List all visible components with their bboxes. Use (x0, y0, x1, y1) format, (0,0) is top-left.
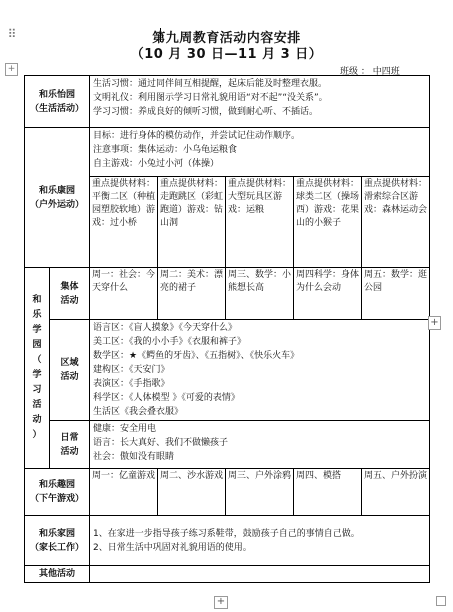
group-activity-label (50, 268, 90, 320)
family-heading (25, 516, 90, 566)
life-line: 学习习惯：养成良好的倾听习惯，做到耐心听、不插话。 (93, 107, 319, 117)
outdoor-goals[interactable] (90, 128, 430, 177)
group-day-cell[interactable]: 周一：社会：今天穿什么 (90, 268, 158, 320)
family-heading-line2: （家长工作） (30, 542, 85, 553)
area-line: 美工区：《我的小小手》《衣服和裤子》 (93, 337, 247, 347)
class-label: 班级 ： 中四班 (340, 67, 400, 77)
life-heading-line2: （生活活动） (30, 103, 85, 114)
study-heading-char: 学 (32, 325, 42, 335)
afternoon-day-cell[interactable]: 周四、模搭 (294, 469, 362, 516)
row-life (25, 76, 430, 128)
area-line: 表演区：《手指歌》 (93, 379, 170, 389)
study-heading-char: 习 (32, 385, 42, 395)
outdoor-line: 目标：进行身体的模仿动作，并尝试记住动作顺序。 (93, 131, 301, 141)
add-column-icon[interactable]: + (428, 316, 441, 330)
afternoon-day-cell[interactable]: 周二、沙水游戏 (158, 469, 226, 516)
afternoon-heading-line1: 和乐趣园 (39, 480, 76, 490)
daily-line: 语言：长大真好、我们不做懒孩子 (93, 438, 229, 448)
life-content[interactable] (90, 76, 430, 128)
outdoor-line: 注意事项：集体运动：小乌龟运粮食 (93, 145, 238, 155)
study-heading-char: ） (32, 430, 42, 440)
table-resize-handle[interactable] (436, 596, 446, 606)
study-heading-char: 和 (32, 295, 42, 305)
daily-line: 健康：安全用电 (93, 424, 157, 434)
study-heading-char: 园 (32, 340, 42, 350)
study-heading-char: 学 (32, 370, 42, 380)
table-move-anchor-icon[interactable]: + (5, 63, 18, 76)
outdoor-area-cell[interactable]: 重点提供材料：走跑跳区（彩虹跑道）游戏：钻山洞 (158, 177, 226, 268)
area-line: 生活区《我会叠衣服》 (93, 407, 184, 417)
outdoor-area-cell[interactable]: 重点提供材料：大型玩具区游戏：运粮 (226, 177, 294, 268)
outdoor-heading-line1: 和乐康园 (39, 185, 76, 196)
afternoon-heading-line2: （下午游戏） (30, 494, 85, 504)
life-heading (25, 76, 90, 128)
date-range-title: （10 月 30 日—11 月 3 日） (130, 47, 323, 62)
other-content[interactable] (90, 566, 430, 583)
daily-label-line1: 日常 (60, 432, 79, 443)
family-line: 1、在家进一步指导孩子练习系鞋带，鼓励孩子自己的事情自己做。 (93, 528, 360, 539)
family-content[interactable] (90, 516, 430, 566)
life-line: 生活习惯：通过同伴间互相提醒，起床后能及时整理衣服。 (93, 79, 328, 89)
area-line: 数学区：★《鳄鱼的牙齿》、《五指树》、《快乐火车》 (93, 351, 300, 361)
group-day-cell[interactable]: 周三、数学：小熊想长高 (226, 268, 294, 320)
area-line: 语言区：《盲人摸象》《今天穿什么》 (93, 323, 238, 333)
group-day-cell[interactable]: 周五：数学：逛公园 (362, 268, 430, 320)
activity-table (24, 75, 430, 583)
area-line: 科学区：《人体模型 》《可爱的表情》 (93, 393, 240, 403)
area-line: 建构区：《天安门》 (93, 365, 170, 375)
daily-activity-content[interactable] (90, 421, 430, 469)
area-label-line1: 区域 (60, 358, 79, 368)
daily-activity-label (50, 421, 90, 469)
area-label-line2: 活动 (60, 372, 79, 382)
row-study-area (25, 320, 430, 421)
study-heading-char: 动 (32, 415, 42, 425)
outdoor-heading-line2: （户外运动） (30, 199, 85, 210)
afternoon-day-cell[interactable]: 周三、户外涂鸦 (226, 469, 294, 516)
row-study-daily (25, 421, 430, 469)
family-heading-line1: 和乐家园 (39, 528, 76, 539)
row-outdoor-goals (25, 128, 430, 177)
other-heading: 其他活动 (25, 566, 90, 583)
drag-handle-icon[interactable]: ⠿ (7, 27, 17, 41)
life-line: 文明礼仪：利用图示学习日常礼貌用语“对不起”“没关系”。 (93, 93, 328, 103)
area-activity-label (50, 320, 90, 421)
life-heading-line1: 和乐怡园 (39, 89, 76, 100)
row-afternoon (25, 469, 430, 516)
row-other (25, 566, 430, 583)
outdoor-heading (25, 128, 90, 268)
outdoor-area-cell[interactable]: 重点提供材料：平衡二区（种植园塑胶软地）游戏：过小桥 (90, 177, 158, 268)
afternoon-day-cell[interactable]: 周五、户外扮演 (362, 469, 430, 516)
outdoor-area-cell[interactable]: 重点提供材料：球类二区（操场西）游戏：花果山的小猴子 (294, 177, 362, 268)
group-label-line1: 集体 (60, 281, 79, 292)
family-line: 2、日常生活中巩固对礼貌用语的使用。 (93, 542, 252, 553)
study-heading (25, 268, 50, 469)
study-heading-char: 活 (32, 400, 42, 410)
group-day-cell[interactable]: 周四科学：身体为什么会动 (294, 268, 362, 320)
afternoon-day-cell[interactable]: 周一：亿童游戏 (90, 469, 158, 516)
outdoor-line: 自主游戏：小兔过小河（体操） (93, 159, 220, 169)
study-heading-char: （ (32, 355, 42, 365)
row-study-group (25, 268, 430, 320)
daily-label-line2: 活动 (60, 446, 79, 457)
group-day-cell[interactable]: 周二：美术：漂亮的裙子 (158, 268, 226, 320)
group-label-line2: 活动 (60, 295, 79, 306)
area-activity-content[interactable] (90, 320, 430, 421)
row-family (25, 516, 430, 566)
add-row-icon[interactable]: + (214, 596, 228, 609)
outdoor-area-cell[interactable]: 重点提供材料：滑索综合区游戏：森林运动会 (362, 177, 430, 268)
daily-line: 社会：傲如没有眼睛 (93, 452, 175, 462)
document-title: 第九周教育活动内容安排 (152, 31, 301, 46)
afternoon-heading (25, 469, 90, 516)
study-heading-char: 乐 (32, 310, 42, 320)
